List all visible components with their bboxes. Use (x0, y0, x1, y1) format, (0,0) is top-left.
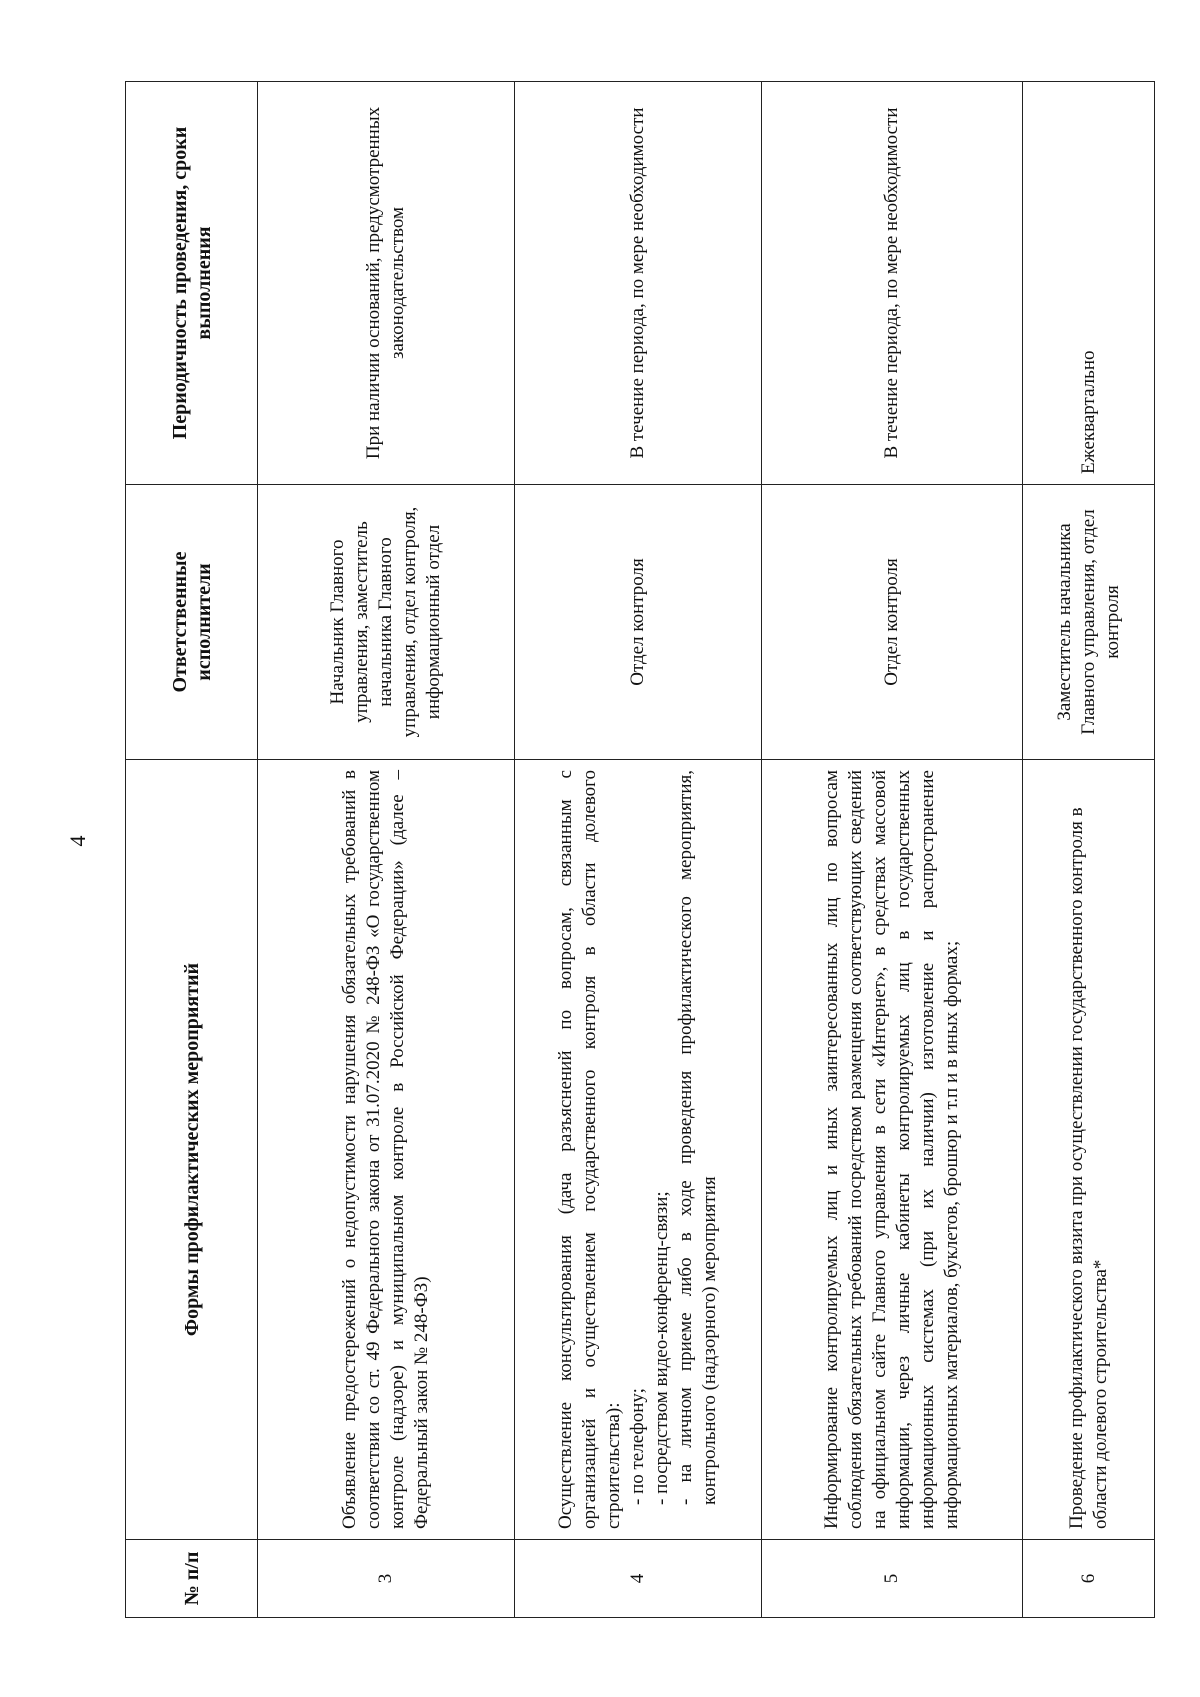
rotated-table-container (125, 82, 1155, 1618)
form-item: - по телефону; (627, 1388, 649, 1505)
row-period: Ежеквартально (1023, 82, 1155, 485)
form-item: - на личном приеме либо в ходе проведения профилактического мероприятия, контрольного (надзорного) мероприятия (675, 770, 721, 1505)
table-header-row (126, 82, 258, 1618)
row-form: Объявление предостережений о недопустимости нарушения обязательных требований в соответствии со ст. 49 Федерального закона от 31.07.2020 № 248-ФЗ «О государственном контроле (надзоре) и муниципальном контроле в Российской Федерации» (далее – Федеральный закон № 248-ФЗ) (258, 760, 515, 1540)
page-number: 4 (65, 835, 90, 847)
row-form: Информирование контролируемых лиц и иных заинтересованных лиц по вопросам соблюдения обязательных требований посредством размещения соответствующих сведений на официальном сайте Главного управления в сети «Интернет», в средствах массовой информации, через личные кабинеты контролируемых лиц в государственных информационных системах (при их наличии) изготовление и распространение информационных материалов, буклетов, брошюр и т.п и в иных формах; (762, 760, 1023, 1540)
row-executors: Отдел контроля (514, 485, 762, 760)
row-num: 5 (762, 1540, 1023, 1618)
row-executors: Отдел контроля (762, 485, 1023, 760)
form-item: - посредством видео-конференц-связи; (651, 1191, 673, 1505)
header-form: Формы профилактических мероприятий (126, 760, 258, 1540)
row-form (514, 760, 762, 1540)
row-period: В течение периода, по мере необходимости (514, 82, 762, 485)
table-row (762, 82, 1023, 1618)
header-num: № п/п (126, 1540, 258, 1618)
row-period: В течение периода, по мере необходимости (762, 82, 1023, 485)
row-executors: Начальник Главного управления, заместитель начальника Главного управления, отдел контроля, информационный отдел (258, 485, 515, 760)
header-period: Периодичность проведения, сроки выполнения (126, 82, 258, 485)
row-form: Проведение профилактического визита при осуществлении государственного контроля в области долевого строительства* (1023, 760, 1155, 1540)
table-row (514, 82, 762, 1618)
row-num: 4 (514, 1540, 762, 1618)
table-row (258, 82, 515, 1618)
row-period: При наличии оснований, предусмотренных законодательством (258, 82, 515, 485)
row-num: 6 (1023, 1540, 1155, 1618)
prevention-measures-table (125, 81, 1155, 1618)
table-row (1023, 82, 1155, 1618)
row-num: 3 (258, 1540, 515, 1618)
form-intro: Осуществление консультирования (дача разъяснений по вопросам, связанным с организацией и осуществлением государственного контроля в области долевого строительства): (555, 770, 625, 1529)
header-executors: Ответственные исполнители (126, 485, 258, 760)
row-executors: Заместитель начальника Главного управления, отдел контроля (1023, 485, 1155, 760)
